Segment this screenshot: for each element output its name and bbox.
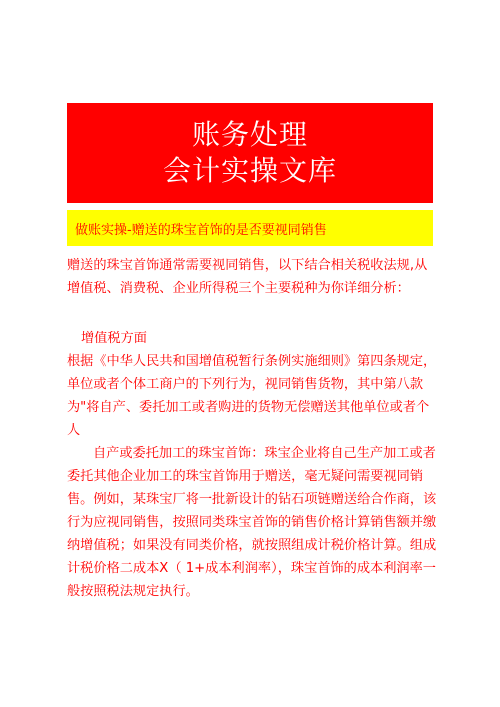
document-body <box>67 254 437 603</box>
subtitle-bar <box>67 210 433 246</box>
regulation-paragraph: 根据《中华人民共和国增值税暂行条例实施细则》第四条规定，单位或者个体工商户的下列行为，视同销售货物，其中第八款为"将自产、委托加工或者购进的货物无偿赠送其他单位或者个人 <box>67 354 437 438</box>
section-heading: 增值税方面 <box>81 331 147 346</box>
example-paragraph: 自产或委托加工的珠宝首饰：珠宝企业将自己生产加工或者委托其他企业加工的珠宝首饰用于赠送，毫无疑问需要视同销售。例如，某珠宝厂将一批新设计的钻石项链赠送给合作商，该行为应视同销售，按照同类珠宝首饰的销售价格计算销售额并缴纳增值税；如果没有同类价格，就按照组成计税价格计算。组成计税价格二成本X（ 1+成本利润率），珠宝首饰的成本利润率一般按照税法规定执行。 <box>67 446 437 599</box>
subtitle-text: 做账实操-赠送的珠宝首饰的是否要视同销售 <box>75 222 327 238</box>
banner-title-line1: 账务处理 <box>191 118 308 151</box>
title-banner <box>67 103 433 203</box>
paragraph-spacer <box>67 300 437 323</box>
banner-title-line2: 会计实操文库 <box>162 154 337 187</box>
intro-paragraph: 赠送的珠宝首饰通常需要视同销售，以下结合相关税收法规,从增值税、消费税、企业所得税三个主要税种为你详细分析： <box>67 258 428 296</box>
